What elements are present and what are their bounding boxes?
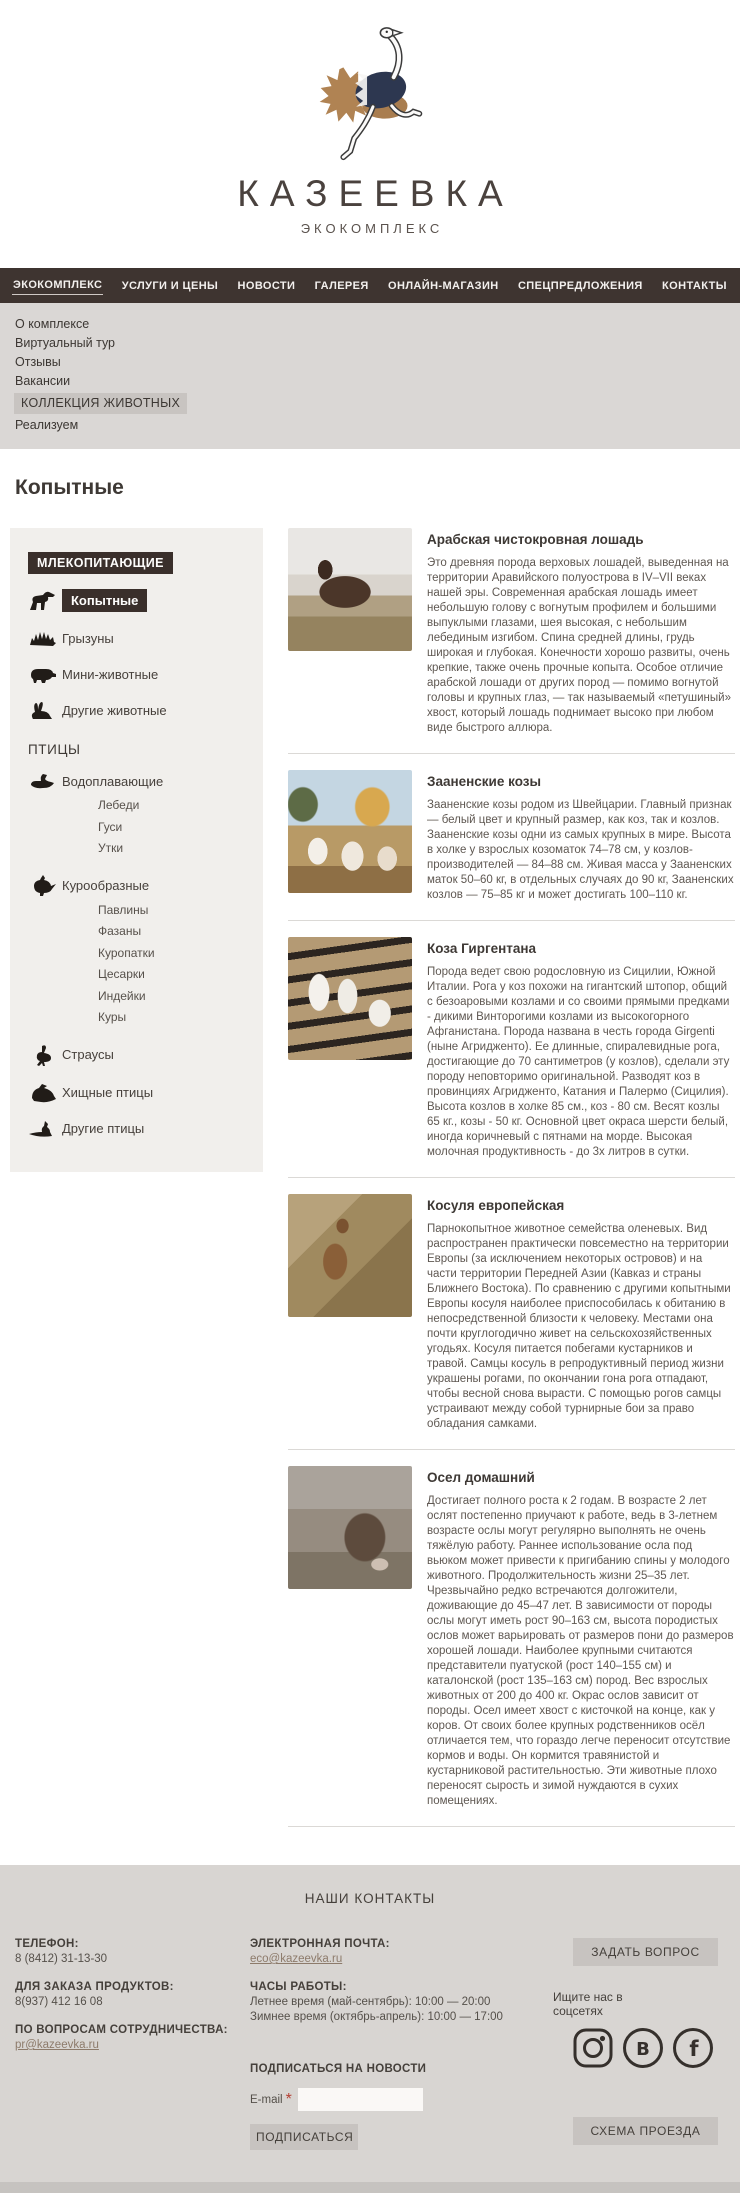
sidebar-item-label: Другие птицы	[62, 1120, 145, 1136]
partnership-email-link[interactable]: pr@kazeevka.ru	[15, 2039, 99, 2051]
animal-name: Коза Гиргентана	[427, 941, 537, 956]
sidebar-item-ducks[interactable]: Утки	[98, 841, 124, 855]
duck-icon	[28, 772, 62, 791]
animal-card-donkey	[288, 1466, 735, 1809]
sidebar-item-waterfowl[interactable]	[28, 772, 253, 791]
animal-description: Это древняя порода верховых лошадей, выведенная на территории Аравийского полуострова в IV–VII веках нашей эры. Современная арабская лошадь имеет небольшую голову с вогнутым профилем и большими выпуклыми глазами, шея высокая, с небольшим лебединым изгибом. Спина средней длины, грудь широкая и глубокая. Конечности хорошо развиты, очень крепкие, также очень прочные копыта. Особое отличие арабской лошади от других пород — помимо вогнутой головы и крупных глаз, — так называемый «петушиный» хвост, который лошадь поднимает высоко при любом виде быстрого аллюра.	[427, 557, 731, 734]
animal-name: Осел домашний	[427, 1470, 535, 1485]
work-hours-winter: Зимнее время (октябрь-апрель): 10:00 — 17:00	[250, 2011, 503, 2023]
work-hours-summer: Летнее время (май-сентябрь): 10:00 — 20:00	[250, 1996, 491, 2008]
sidebar-item-other-animals[interactable]	[28, 700, 253, 720]
animal-description: Порода ведет свою родословную из Сицилии, Южной Италии. Рога у коз похожи на гигантский штопор, общий с безоаровыми козлами и со своими прямыми предками - дикими Винторогими козлами из высокогорного Афганистана. Порода названа в честь города Girgenti (ныне Агридженто). Ее длинные, спиралевидные рога, достигающие до 70 сантиметров (у козлов), сделали эту породу неповторимо оригинальной. Разводят коз в провинциях Агридженто, Катания и Палермо (Сицилия). Высота козлов в холке 85 см., коз - 80 см. Весят козлы 65 кг., козы - 50 кг. Основной цвет окраса шерсти белый, иногда коричневый с пятнами на морде. Высокая молочная продуктивность - до 3х литров в сутки.	[427, 966, 730, 1158]
rooster-icon	[28, 875, 62, 896]
nav-item-contacts[interactable]: КОНТАКТЫ	[662, 279, 727, 292]
animal-description: Парнокопытное животное семейства оленевых. Вид распространен практически повсеместно на территории Европы (за исключением некоторых островов) и на части территории Передней Азии (Кавказ и страны Ближнего Востока). По сравнению с другими копытными Европы косуля наиболее приспособилась к обитанию в непосредственной близости к человеку. Местами она почти круглогодично живет на сельскохозяйственных угодьях. Косуля питается побегами кустарников и травой. Самцы косуль в репродуктивный период жизни украшены рогами, по окончании гона рога отпадают, чтобы весной снова вырасти. С помощью рогов самцы устраивают между собой турнирные бои за право обладания самками.	[427, 1223, 731, 1430]
logo-title: КАЗЕЕВКА	[237, 173, 514, 214]
horse-icon	[28, 590, 62, 611]
animal-photo-saanen-goats	[288, 770, 412, 893]
animal-categories-sidebar	[10, 528, 263, 1172]
email-label: ЭЛЕКТРОННАЯ ПОЧТА:	[250, 1938, 390, 1950]
nav-item-offers[interactable]: СПЕЦПРЕДЛОЖЕНИЯ	[517, 279, 643, 292]
subscribe-label: ПОДПИСАТЬСЯ НА НОВОСТИ	[250, 2063, 427, 2075]
animal-card-arabian-horse	[288, 528, 735, 736]
animal-name: Арабская чистокровная лошадь	[427, 532, 644, 547]
card-divider	[288, 753, 735, 754]
svg-text:В: В	[636, 2039, 650, 2060]
facebook-icon[interactable]	[671, 2026, 715, 2075]
waterfowl-children	[98, 795, 253, 860]
submenu-item-animal-collection[interactable]: КОЛЛЕКЦИЯ ЖИВОТНЫХ	[14, 393, 187, 414]
animal-photo-roe-deer	[288, 1194, 412, 1317]
nav-item-news[interactable]: НОВОСТИ	[237, 279, 296, 292]
ask-question-button[interactable]: ЗАДАТЬ ВОПРОС	[573, 1938, 718, 1966]
card-divider	[288, 1177, 735, 1178]
sidebar-item-partridges[interactable]: Куропатки	[98, 945, 155, 960]
animal-name: Зааненские козы	[427, 774, 541, 789]
pig-icon	[28, 664, 62, 684]
animal-photo-horse	[288, 528, 412, 651]
running-ostrich-icon	[295, 18, 445, 166]
animal-photo-girgentana-goats	[288, 937, 412, 1060]
phone-label: ТЕЛЕФОН:	[15, 1938, 79, 1950]
sidebar-item-label: Страусы	[62, 1047, 114, 1062]
logo-subtitle: ЭКОКОМПЛЕКС	[300, 221, 444, 236]
footer-bottom-strip	[0, 2182, 740, 2193]
submenu-item-virtual-tour[interactable]: Виртуальный тур	[15, 336, 115, 350]
subscribe-email-input[interactable]	[298, 2088, 423, 2111]
footer-title: НАШИ КОНТАКТЫ	[304, 1891, 436, 1906]
animal-photo-donkey	[288, 1466, 412, 1589]
card-divider	[288, 920, 735, 921]
sidebar-item-rodents[interactable]	[28, 628, 253, 648]
sidebar-item-hoofed[interactable]	[28, 589, 253, 612]
ostrich-icon	[28, 1044, 62, 1066]
footer-contacts-middle	[250, 1938, 553, 2150]
site-logo[interactable]	[226, 18, 513, 236]
sidebar-item-mini-animals[interactable]	[28, 664, 253, 684]
footer-contacts-left	[15, 1938, 250, 2150]
sidebar-item-label: Хищные птицы	[62, 1084, 154, 1100]
social-icons-row	[571, 2026, 715, 2075]
animal-description: Достигает полного роста к 2 годам. В возрасте 2 лет ослят постепенно приучают к работе, ведь в 3-летнем возрасте ослы могут регулярно выполнять не очень тяжёлую работу. Раннее использование осла под вьюком может привести к пригибанию спины у молодого животного. Продолжительность жизни 25–35 лет. Чрезвычайно редко встречаются долгожители, доживающие до 45–47 лет. В зависимости от породы ослы могут иметь рост 90–163 см, высота породистых ослов может варьировать от размеров пони до размеров хорошей лошади. Наиболее крупными считаются представители пуатуской (рост 140–155 см) и каталонской (рост 135–163 см) пород. Вес взрослых животных от 200 до 400 кг. Окрас ослов зависит от породы. Осел имеет хвост с кисточкой на конце, как у коров. От своих более крупных родственников осёл отличается тем, что гораздо легче переносит отсутствие кормов и воды. Он кормится травянистой и кустарниковой растительностью. Эти животные плохо переносят сырость и зимой нуждаются в сухих помещениях.	[427, 1495, 734, 1807]
sidebar-item-label: Копытные	[62, 589, 147, 612]
submenu-item-realizuem[interactable]: Реализуем	[15, 418, 79, 432]
route-map-button[interactable]: СХЕМА ПРОЕЗДА	[573, 2117, 718, 2145]
email-field-label: E-mail	[250, 2093, 283, 2106]
partnership-label: ПО ВОПРОСАМ СОТРУДНИЧЕСТВА:	[15, 2024, 228, 2036]
peacock-icon	[28, 1119, 62, 1138]
nav-item-services[interactable]: УСЛУГИ И ЦЕНЫ	[121, 279, 219, 292]
animal-name: Косуля европейская	[427, 1198, 565, 1213]
eagle-icon	[28, 1082, 62, 1103]
vk-icon[interactable]	[621, 2026, 665, 2075]
sidebar-item-swans[interactable]: Лебеди	[98, 798, 140, 812]
submenu-item-about[interactable]: О комплексе	[15, 317, 90, 331]
sidebar-item-peacocks[interactable]: Павлины	[98, 902, 149, 917]
sidebar-item-guinea-fowl[interactable]: Цесарки	[98, 967, 145, 981]
sidebar-item-pheasants[interactable]: Фазаны	[98, 924, 142, 938]
animal-card-roe-deer	[288, 1194, 735, 1432]
sidebar-header-mammals[interactable]: МЛЕКОПИТАЮЩИЕ	[28, 552, 173, 574]
animal-description: Зааненские козы родом из Швейцарии. Главный признак — белый цвет и крупный размер, как коз, так и козлов. Зааненские козы одни из самых крупных в мире. Высота в холке у взрослых козоматок 74–78 см, у козлов-производителей — 84–88 см. Живая масса у Зааненских маток 50–60 кг, в отдельных случаях до 90 кг, Зааненских козлов — 75–85 кг и может достигать 100–110 кг.	[427, 799, 734, 901]
sidebar-item-other-birds[interactable]	[28, 1119, 253, 1138]
section-submenu	[0, 303, 740, 449]
subscribe-block	[250, 2063, 553, 2150]
phone-number: 8 (8412) 31-13-30	[15, 1953, 108, 1965]
animal-card-girgentana-goat	[288, 937, 735, 1160]
footer-actions-right	[553, 1938, 725, 2150]
hedgehog-icon	[28, 628, 62, 648]
svg-text:f: f	[689, 2037, 699, 2061]
main-content-row	[10, 528, 735, 1843]
orders-phone-number: 8(937) 412 16 08	[15, 1996, 103, 2008]
required-asterisk: *	[285, 2090, 292, 2108]
social-networks-label: Ищите нас в соцсетях	[553, 1990, 623, 2018]
galliformes-children	[98, 900, 253, 1029]
main-nav	[0, 268, 740, 303]
rabbit-icon	[28, 700, 62, 720]
sidebar-item-label: Грызуны	[62, 630, 114, 646]
card-divider	[288, 1826, 735, 1827]
submenu-item-reviews[interactable]: Отзывы	[15, 355, 61, 369]
sidebar-item-label: Курообразные	[62, 877, 150, 893]
sidebar-item-geese[interactable]: Гуси	[98, 819, 123, 834]
nav-item-ecocomplex[interactable]: ЭКОКОМПЛЕКС	[12, 276, 103, 295]
sidebar-item-label: Водоплавающие	[62, 774, 164, 789]
nav-item-gallery[interactable]: ГАЛЕРЕЯ	[314, 279, 369, 292]
card-divider	[288, 1449, 735, 1450]
sidebar-item-birds-of-prey[interactable]	[28, 1082, 253, 1103]
sidebar-header-birds[interactable]: ПТИЦЫ	[28, 742, 81, 757]
sidebar-item-galliformes[interactable]	[28, 875, 253, 896]
site-header	[0, 0, 740, 238]
site-footer	[0, 1865, 740, 2193]
subscribe-button[interactable]: ПОДПИСАТЬСЯ	[250, 2124, 358, 2150]
sidebar-item-label: Другие животные	[62, 702, 167, 718]
sidebar-item-turkeys[interactable]: Индейки	[98, 988, 146, 1003]
email-link[interactable]: eco@kazeevka.ru	[250, 1953, 343, 1965]
footer-columns	[0, 1938, 740, 2150]
submenu-item-vacancies[interactable]: Вакансии	[15, 374, 71, 388]
sidebar-item-chickens[interactable]: Куры	[98, 1010, 127, 1024]
sidebar-item-ostriches[interactable]	[28, 1044, 253, 1066]
nav-item-shop[interactable]: ОНЛАЙН-МАГАЗИН	[388, 279, 499, 292]
animal-card-saanen-goats	[288, 770, 735, 903]
instagram-icon[interactable]	[571, 2026, 615, 2075]
orders-label: ДЛЯ ЗАКАЗА ПРОДУКТОВ:	[15, 1981, 174, 1993]
sidebar-item-label: Мини-животные	[62, 666, 159, 682]
animal-cards-list	[288, 528, 735, 1843]
page-title: Копытные	[15, 476, 124, 499]
work-hours-label: ЧАСЫ РАБОТЫ:	[250, 1981, 347, 1993]
